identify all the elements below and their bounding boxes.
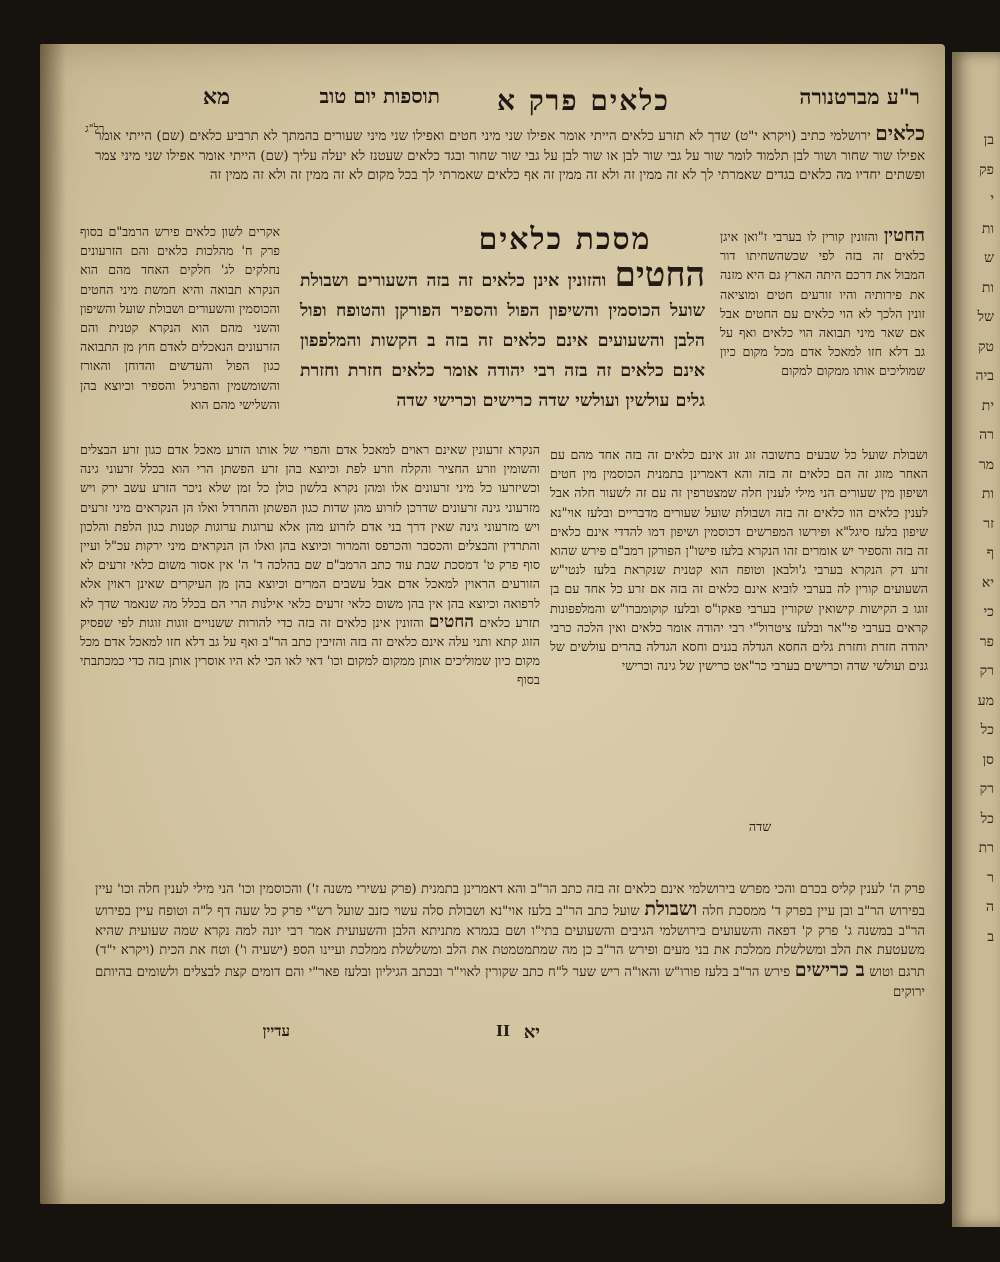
facing-page-fragment: ה <box>985 899 994 915</box>
facing-page-fragment: בן <box>983 132 994 148</box>
facing-page-fragment: מר <box>978 456 994 473</box>
tosafot-top-text: אקרים לשון כלאים פירש הרמב"ם בסוף פרק ח' מהלכות כלאים והם הזרעונים נחלקים לג' חלקים האחד מהם הוא הנקרא תבואה והיא חמשת מיני החטים והכוסמין והשעורים ושבולת שועל והשיפון והשני מהם הוא הנקרא קטנית והם הזרעונים הנאכלים לאדם חוץ מן התבואה כגון הפול והעדשים והדוחן והאורז והשומשמין והפרגיל והספיר וכיוצא בהן והשלישי מהם הוא <box>80 224 280 412</box>
facing-page-fragment: ף <box>986 545 994 561</box>
facing-page-fragment: של <box>977 309 994 325</box>
bartenura-text: והזונין קורין לו בערבי ז"ואן איגן כלאים זה בזה לפי שכשהשחיתו דור המבול את דרכם היתה הארץ גם היא מזנה את פירותיה והיו זורעים חטים ומוציאה זונין הלכך לא הוי כלאים עם החטים אבל אם שאר מיני תבואה הוי כלאים ואף על גב דלא חזו למאכל אדם מכל מקום כיון שמוליכים אותו ממקום למקום <box>720 229 925 379</box>
bartenura-column-lower <box>550 445 928 675</box>
catchword: עדיין <box>262 1022 290 1040</box>
running-head-bartenura: ר"ע מברטנורה <box>799 84 920 109</box>
facing-page-fragment: רק <box>979 663 994 679</box>
bartenura-column-end <box>600 817 920 836</box>
mishnah-text <box>300 255 706 416</box>
facing-page-fragment: כל <box>980 810 994 827</box>
bottom-commentary-text2: פירש הר"ב בלעז פורו"ש והאו"ה ריש שער ל"ח כתב שקורין לאוי"ר ובכתב הגיליון ובלעז פאר"י והם דומים קצת לבצלים ולשומים בהיותם ירוקים <box>95 965 925 1000</box>
mishnah-body: והזונין אינן כלאים זה בזה השעורים ושבולת שועל הכוסמין והשיפון הפול והספיר הפורקן והטופח ופול הלבן והשעועים אינם כלאים זה בזה ב הקשות והמלפפון אינם כלאים זה בזה רבי יהודה אומר כלאים חזרת וחזרת גלים עולשין ועולשי שדה כרישים וכרישי שדה <box>300 271 705 411</box>
running-head-tosafot: תוספות יום טוב <box>319 84 440 108</box>
facing-page-fragment: כי <box>983 604 994 620</box>
mishnah-lead: החטים <box>614 255 706 295</box>
bartenura-lead: החטין <box>883 225 925 246</box>
bartenura-end-text: שדה <box>748 819 772 834</box>
margin-note: רל"ג <box>85 122 105 135</box>
bottom-commentary-text1: שועל כתב הר"ב בלעז אוי"נא ושבולת סלה עשוי כזנב שועל רש"י פרק כל שעה דף ל"ה וטופח עיין בפירוש הר"ב במשנה ג' פרק ק' דפאה והשעועים בירושלמי הגיבים והשעועים בתי"ו ושם בגמרא מתניתא הלבן והשעועית אמר רבי יונה למה נקרא שמה שעועית שהיא משעטעת את הלב ומשלשלת ממלכת את בני מעים ופירש הר"ב כן מה שמתמטמטת את הלב ומשלשלת ממלכת ועיינו הספ (ישעיה ו') וטח את הכית (ויקרא י"ד) תרגם וטוש <box>95 903 925 981</box>
tosafot-lower-text2: והזונין אינן כלאים זה בזה כדי להורות ששנויים זוגות זוגות לפי שפסיק הזוג קתא ותני עלה אינם כלאים זה בזה והזיבין כתב הר"ב ואף על גב דלא חזו למאכל אדם מכל מקום כיון שמוליכים אותן ממקום למקום וכו' דאי לאו הכי לא היו אוסרין אותן בזה כדי כמכתבתי בסוף <box>80 614 540 688</box>
facing-page-fragment: ש <box>984 250 994 266</box>
facing-page-edge <box>952 52 1000 1227</box>
facing-page-fragment: סן <box>982 751 994 768</box>
bottom-commentary-lead2: ב כרישים <box>794 959 865 982</box>
facing-page-fragment: פר <box>979 633 994 650</box>
facing-page-fragment: ות <box>981 279 994 296</box>
tosafot-column-lower <box>80 440 540 690</box>
top-commentary-text: ירושלמי כתיב (ויקרא י"ט) שדך לא תזרע כלאים הייתי אומר אפילו שני מיני חטים ואפילו שני מיני שעורים בהמתך לא תרביע כלאים (שם) הייתי אומר אפילו שור שחור ושור לבן תלמוד לומר שור על גבי שור לבן או שור לבן על גבי שור שחור ובגד כלאים שעטנז לא יעלה עליך (שם) הייתי אומר אפילו שני מיני צמר ופשתים יחדיו מה כלאים בגדים שאמרתי לך לא זה ממין זה ולא זה ממין זה אף כלאים שאמרתי לך בכל מקום לא זה ממין זה ולא זה ממין זה <box>95 129 925 183</box>
facing-page-fragment: טק <box>978 338 994 355</box>
bartenura-lower-text: ושבולת שועל כל שבעים בתשובה זוג זוג אינם כלאים זה בזה אחד מהם עם האחר מזוג זה הם כלאים זה בזה והא דאמרינן בתמנית הכוסמין מין חטים ושיפון מין שעורים הני מילי לענין חלה שמצטרפין זה עם זה לשעור חלה אבל לענין כלאים הוו כלאים זה בזה ושבולת שועל שעורים מדבריים ובלעז אוי"נא שיפון בלעז סיגל"א ופירשו המפרשים דכוסמין ושיפון דמו להדדי אינם כלאים זה בזה והספיר יש אומרים זהו הנקרא בלעז פישו"ן הפורקן רמב"ם פירש שהוא זרע דק הנקרא בערבי ג'ולבאן וטופח הוא קטנית שנקראת בלעז לנטי"ש השעועים קורין לה בערבי לוביא אינם כלאים זה בזה אם זרע כל אחד עם בן זוגו ב הקישות קישואין שקורין בערבי פאקו"ס ובלעז קוקומברו"ש והמלפפונות קראים בערבי פי"אר ובלעז ציטרול"י רבי יהודה אומר כלאים ואין הלכה כרבי יהודה חזרת וחזרת גלים החסא הגדלה בגנים וחסא הגדלה בהרים עולשים של גנים ועולשי שדה וכרישים בערבי כר"אט כרישין של גינה וכרישי <box>550 447 928 674</box>
facing-page-fragment: י <box>990 191 994 207</box>
bottom-commentary-lead1: ושבולת <box>644 897 698 920</box>
facing-page-fragment: פק <box>979 161 994 178</box>
page-number: מא <box>202 84 230 110</box>
facing-page-fragment: ית <box>981 397 994 414</box>
facing-page-fragment: כל <box>980 722 994 738</box>
bottom-commentary-text: פרק ה' לענין קליס בכרם והכי מפרש בירושלמי אינם כלאים זה בזה כתב הר"ב והא דאמרינן בתמנית (פרק עשירי משנה ז') והכוסמין וכו' הני מילי לענין חלה וכו' עיין בפירוש הר"ב ובן עיין בפרק ד' ממסכת חלה <box>95 882 925 919</box>
facing-page-fragment: יא <box>981 574 994 591</box>
facing-page-fragment: זר <box>983 515 994 532</box>
tosafot-lower-text: הנקרא זרעונין שאינם ראוים למאכל אדם והפרי של אותו הזרע מאכל אדם כגון זרע הבצלים והשומין וזרע החציר והקלח וזרע לפת וכיוצא בהן זרע הפשתן הרי הוא בכלל זרעוני גינה וכשיזרעו כל מיני זרעונים אלו ומהן נקרא בלשון כולן כל זמן שלא ניכר הזרע עשב ירק ויש מזרעוני גינה זרעונים שדרכן לזרוע מהן שדות כגון הפשתן והחרדל ואלו הן הנקראים מיני זרעים ויש מזרעוני גינה שאין דרך בני אדם לזרוע מהן אלא ערוגות ערוגות קטנות כגון הלפת והלכון והתרדין והבצלים והכסבר והכרפס והמרור וכיוצא בהן ואלו הן הנקראים מיני ירקות עכ"ל ועיין סוף פרק ט' דמסכת שבת עוד כתב הרמב"ם שם בהלכה ד' ה' אין אסור משום כלאי זרעים לא הזורעים הראוין למאכל אדם אבל עשבים המרים וכיוצא בהן מן העיקרים שאינן ראוין אלא לרפואה וכיוצא בהן אין בהן משום כלאי זרעים כלאי אילנות הרי הם בכלל מה שנאמר שדך לא תזרע כלאים <box>80 442 540 630</box>
running-head-chapter: כלאים פרק א <box>496 84 670 117</box>
facing-page-fragment: ות <box>981 486 994 502</box>
facing-page-fragment: ר <box>987 869 994 886</box>
bottom-commentary <box>95 880 925 1003</box>
page-gutter-shadow <box>40 44 66 1204</box>
facing-page-fragment: ביה <box>975 368 994 384</box>
facing-page-fragment: רה <box>979 427 994 443</box>
top-commentary-lead: כלאים <box>875 121 925 145</box>
tractate-title: מסכת כלאים <box>478 222 652 257</box>
facing-page-fragment: ות <box>981 220 994 237</box>
running-header <box>160 84 920 118</box>
tosafot-lower-lead: החטים <box>428 611 475 632</box>
signature-mark: יא <box>523 1022 540 1043</box>
page-footer <box>260 1022 880 1046</box>
tosafot-column-top <box>80 222 280 414</box>
facing-page-fragment: רת <box>978 840 994 856</box>
signature-mark-roman: II <box>495 1022 510 1040</box>
facing-page-fragment: מע <box>977 692 994 709</box>
facing-page-fragment: ב <box>987 928 994 945</box>
bartenura-column-top <box>720 226 925 381</box>
facing-page-fragment: רק <box>979 781 994 797</box>
